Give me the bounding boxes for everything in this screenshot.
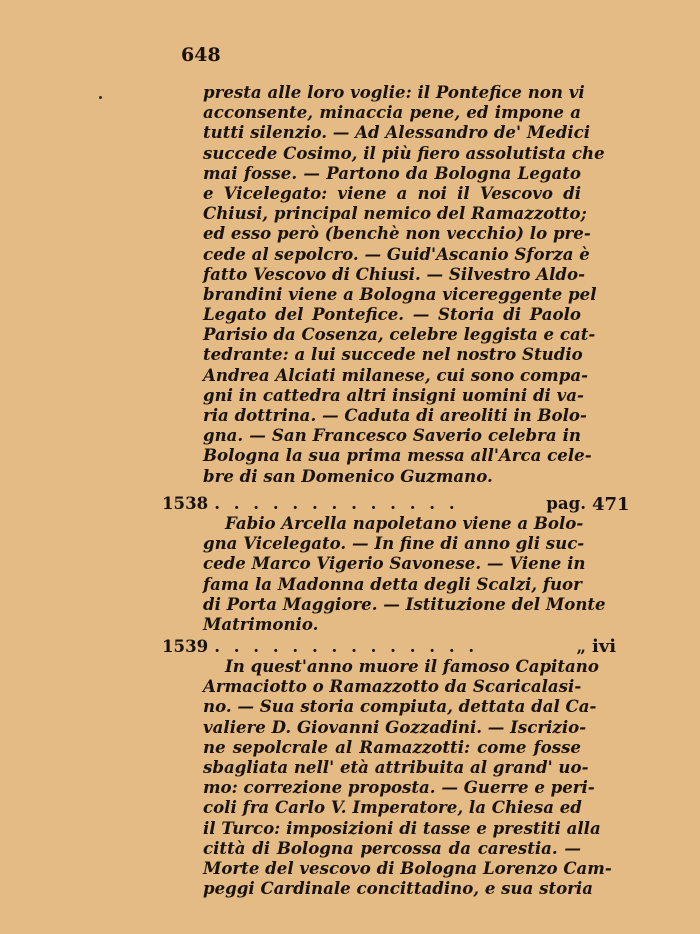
text-line: mo: correzione proposta. — Guerre e peri- <box>203 777 595 798</box>
text-line: bre di san Domenico Guzmano. <box>203 465 493 486</box>
page-ref-target: ivi <box>592 636 617 657</box>
page-number: 648 <box>181 44 221 66</box>
text-line: Chiusi, principal nemico del Ramazzotto; <box>203 203 587 224</box>
dot-leader: . . . . . . . . . . . . . <box>214 493 459 513</box>
text-line: città di Bologna percossa da carestia. — <box>203 837 581 858</box>
text-line: peggi Cardinale concittadino, e sua storia <box>203 878 593 899</box>
text-line: mai fosse. — Partono da Bologna Legato <box>203 162 581 183</box>
text-line: presta alle loro voglie: il Pontefice non vi <box>203 82 585 102</box>
entry-1539-heading <box>162 635 590 657</box>
text-line: succede Cosimo, il più fiero assolutista che <box>203 142 605 163</box>
dot-leader: . . . . . . . . . . . . . . <box>214 636 479 656</box>
entry-1538-heading <box>162 492 590 514</box>
text-line: ria dottrina. — Caduta di areoliti in Bolo- <box>203 405 587 425</box>
text-line: cede Marco Vigerio Savonese. — Viene in <box>203 553 586 574</box>
text-line: sbagliata nell' età attribuita al grand' uo- <box>203 756 589 777</box>
text-block-1539 <box>203 656 612 899</box>
text-line: fama la Madonna detta degli Scalzi, fuor <box>203 573 582 594</box>
text-line: ed esso però (benchè non vecchio) lo pre- <box>203 223 591 244</box>
text-line: brandini viene a Bologna vicereggente pel <box>203 283 597 304</box>
text-line: gna. — San Francesco Saverio celebra in <box>203 425 581 446</box>
text-line: Matrimonio. <box>203 613 319 634</box>
text-line: Parisio da Cosenza, celebre leggista e cat- <box>203 324 596 345</box>
text-line: valiere D. Giovanni Gozzadini. — Iscrizio- <box>203 716 587 737</box>
text-line: Bologna la sua prima messa all'Arca cele- <box>203 445 592 466</box>
text-line: coli fra Carlo V. Imperatore, la Chiesa ed <box>203 797 582 818</box>
text-line: Fabio Arcella napoletano viene a Bolo- <box>225 513 584 533</box>
text-line: cede al sepolcro. — Guid'Ascanio Sforza è <box>203 243 590 264</box>
text-line: Legato del Pontefice. — Storia di Paolo <box>203 304 581 325</box>
page-ref-label: pag. <box>546 493 586 513</box>
text-line: In quest'anno muore il famoso Capitano <box>225 656 599 676</box>
text-line: Armaciotto o Ramazzotto da Scaricalasi- <box>203 676 582 697</box>
text-block-intro <box>203 82 605 486</box>
text-line: tedrante: a lui succede nel nostro Studio <box>203 344 583 365</box>
text-line: Andrea Alciati milanese, cui sono compa- <box>203 364 588 385</box>
text-line: e Vicelegato: viene a noi il Vescovo di <box>203 182 581 203</box>
text-line: ne sepolcrale al Ramazzotti: come fosse <box>203 736 581 757</box>
text-block-1538 <box>203 513 606 634</box>
text-line: di Porta Maggiore. — Istituzione del Monte <box>203 593 606 614</box>
text-line: gni in cattedra altri insigni uomini di va- <box>203 384 584 405</box>
page-ref-target: 471 <box>592 494 630 515</box>
text-line: acconsente, minaccia pene, ed impone a <box>203 102 581 123</box>
page-ref-label: „ <box>576 636 586 656</box>
entry-year: 1539 <box>162 636 209 656</box>
text-line: tutti silenzio. — Ad Alessandro de' Medici <box>203 122 591 143</box>
text-line: gna Vicelegato. — In fine di anno gli suc- <box>203 533 585 554</box>
text-line: no. — Sua storia compiuta, dettata dal Ca- <box>203 696 597 717</box>
text-line: il Turco: imposizioni di tasse e prestiti alla <box>203 817 601 838</box>
text-line: fatto Vescovo di Chiusi. — Silvestro Aldo- <box>203 263 585 284</box>
entry-year: 1538 <box>162 493 209 513</box>
page-speck <box>99 96 102 99</box>
text-line: Morte del vescovo di Bologna Lorenzo Cam- <box>203 857 612 878</box>
